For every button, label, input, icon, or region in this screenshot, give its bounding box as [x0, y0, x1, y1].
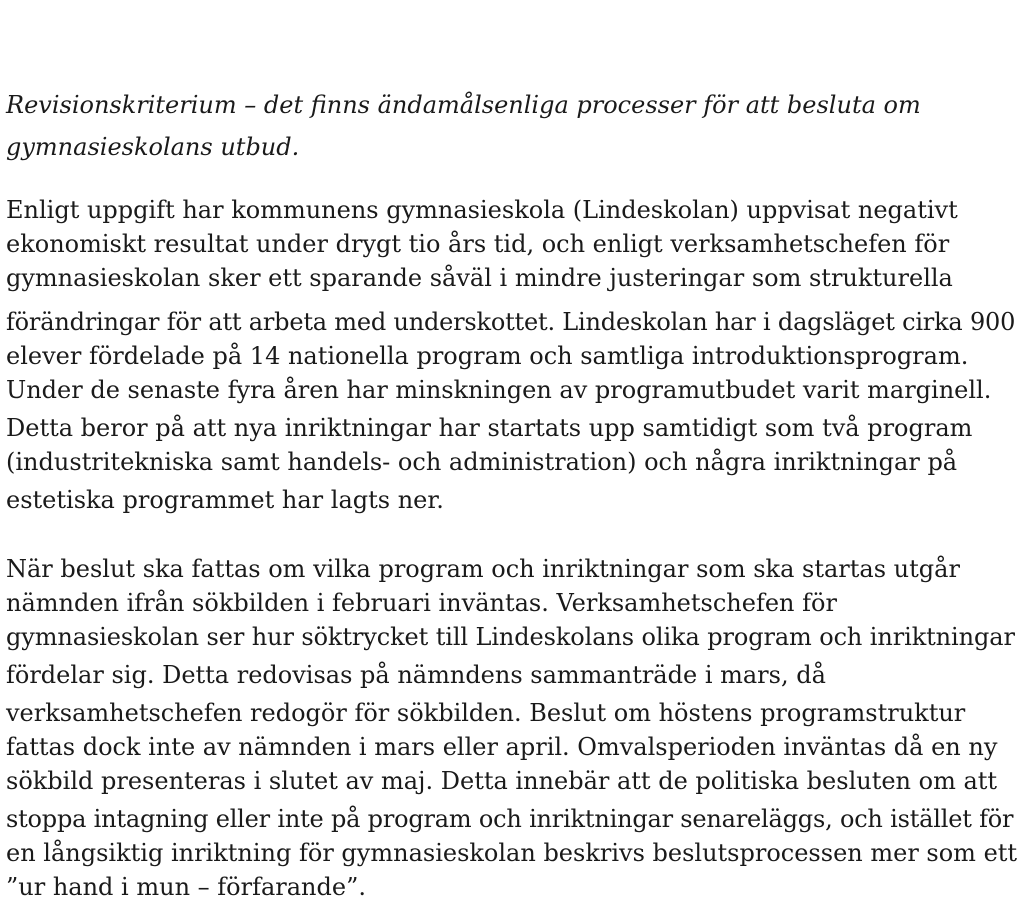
criterion-line: Revisionskriterium – det finns ändamålsenliga processer för att besluta om: [6, 91, 921, 119]
paragraph-line: nämnden ifrån sökbilden i februari inväntas. Verksamhetschefen för: [6, 589, 837, 617]
criterion-line: gymnasieskolans utbud.: [6, 133, 300, 161]
paragraph-line: förändringar för att arbeta med underskottet. Lindeskolan har i dagsläget cirka 900: [6, 308, 1016, 336]
document-page: [6, 0, 1022, 906]
paragraph-line: fördelar sig. Detta redovisas på nämndens sammanträde i mars, då: [6, 661, 826, 689]
paragraph-line: (industritekniska samt handels- och administration) och några inriktningar på: [6, 448, 958, 476]
paragraph-line: gymnasieskolan sker ett sparande såväl i mindre justeringar som strukturella: [6, 264, 953, 292]
paragraph-line: verksamhetschefen redogör för sökbilden. Beslut om höstens programstruktur: [6, 699, 966, 727]
paragraph-line: en långsiktig inriktning för gymnasieskolan beskrivs beslutsprocessen mer som ett: [6, 839, 1018, 867]
paragraph-line: Under de senaste fyra åren har minskningen av programutbudet varit marginell.: [6, 376, 992, 404]
paragraph-line: sökbild presenteras i slutet av maj. Detta innebär att de politiska besluten om att: [6, 767, 998, 795]
paragraph-line: Detta beror på att nya inriktningar har startats upp samtidigt som två program: [6, 414, 973, 442]
paragraph-line: stoppa intagning eller inte på program och inriktningar senareläggs, och istället för: [6, 805, 1014, 833]
paragraph-line: estetiska programmet har lagts ner.: [6, 486, 444, 514]
paragraph-line: ”ur hand i mun – förfarande”.: [6, 873, 366, 901]
paragraph-line: elever fördelade på 14 nationella program och samtliga introduktionsprogram.: [6, 342, 969, 370]
paragraph-line: gymnasieskolan ser hur söktrycket till Lindeskolans olika program och inriktningar: [6, 623, 1015, 651]
paragraph-line: fattas dock inte av nämnden i mars eller april. Omvalsperioden inväntas då en ny: [6, 733, 998, 761]
paragraph-line: Enligt uppgift har kommunens gymnasieskola (Lindeskolan) uppvisat negativt: [6, 196, 958, 224]
paragraph-line: ekonomiskt resultat under drygt tio års tid, och enligt verksamhetschefen för: [6, 230, 950, 258]
paragraph-line: När beslut ska fattas om vilka program och inriktningar som ska startas utgår: [6, 555, 960, 583]
